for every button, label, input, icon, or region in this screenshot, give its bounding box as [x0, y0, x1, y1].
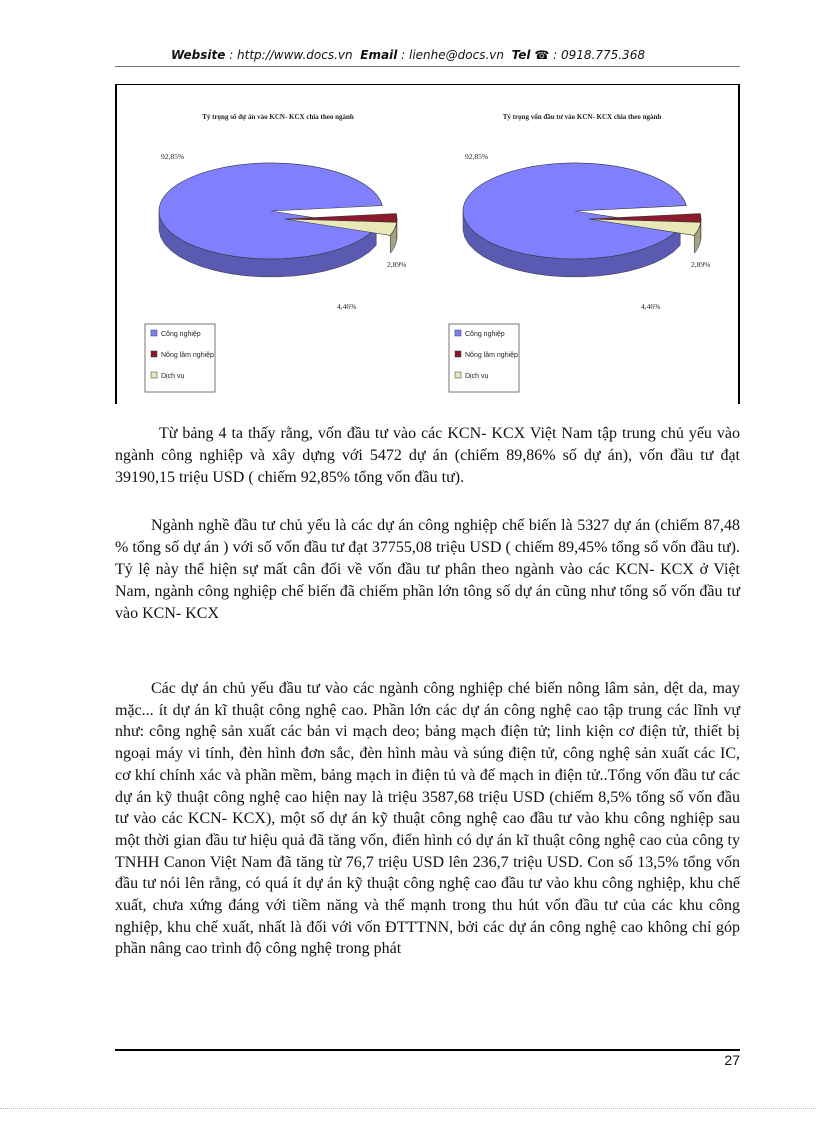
pie-slice-1: [463, 163, 686, 259]
pie-data-label-2: 2,89%: [387, 260, 407, 269]
legend-label-3: Dịch vụ: [465, 373, 489, 380]
pie-data-label-1: 92,85%: [161, 152, 185, 161]
chart-figure: [115, 84, 740, 404]
legend-label-2: Nông lâm nghiệp: [161, 352, 214, 359]
paragraph-2: Ngành nghề đầu tư chủ yếu là các dự án công nghiệp chế biến là 5327 dự án (chiếm 87,48 % tổng số dự án ) với số vốn đầu tư đạt 37755,08 triệu USD ( chiếm 89,45% tổng số vốn đầu tư). Tỷ lệ này thể hiện sự mất cân đối về vốn đầu tư phân theo ngành vào các KCN- KCX ở Việt Nam, ngành công nghiệp chế biến đã chiếm phần lớn tông số dự án cũng như tổng số vốn đầu tư vào KCN- KCX: [115, 517, 740, 622]
website-label: Website: [171, 48, 226, 62]
paragraph-1: Từ bảng 4 ta thấy rằng, vốn đầu tư vào các KCN- KCX Việt Nam tập trung chủ yếu vào ngành công nghiệp và xây dựng với 5472 dự án (chiếm 89,86% số dự án), vốn đầu tư đạt 39190,15 triệu USD ( chiếm 92,85% tổng vốn đầu tư).: [115, 425, 740, 486]
pie-chart-capital: [435, 99, 730, 399]
email-value: : lienhe@docs.vn: [401, 48, 504, 62]
pie-data-label-1: 92,85%: [465, 152, 489, 161]
legend-swatch-1: [455, 330, 461, 336]
page-number: 27: [724, 1052, 740, 1068]
chart-panel-capital: [435, 99, 730, 399]
pie-slice-1: [159, 163, 382, 259]
pie-data-label-3: 4,46%: [337, 302, 357, 311]
email-label: Email: [360, 48, 398, 62]
chart-panel-projects: [131, 99, 426, 399]
chart-title: Tỷ trọng vốn đầu tư vào KCN- KCX chia theo ngành: [502, 113, 662, 121]
legend-swatch-2: [455, 351, 461, 357]
website-value: : http://www.docs.vn: [229, 48, 353, 62]
legend-label-3: Dịch vụ: [161, 373, 185, 380]
header-rule: [115, 66, 740, 67]
legend-swatch-3: [455, 372, 461, 378]
tel-label: Tel: [511, 48, 531, 62]
legend-swatch-1: [151, 330, 157, 336]
legend-label-1: Công nghiệp: [161, 331, 201, 338]
legend-label-1: Công nghiệp: [465, 331, 505, 338]
legend-label-2: Nông lâm nghiệp: [465, 352, 518, 359]
paragraph-3: Các dự án chủ yếu đầu tư vào các ngành công nghiệp ché biến nông lâm sản, dệt da, may mặc... ít dự án kĩ thuật công nghệ cao. Phần lớn các dự án công nghệ cao tập trung các lĩnh vự như: công nghệ sản xuất các bản vi mạch deo; bảng mạch điện tử; linh kiện cơ điện tử, thiết bị ngoại máy vi tính, đèn hình đơn sắc, đèn hình màu và súng điện tử, công nghệ sản xuất các IC, cơ khí chính xác và phần mềm, bảng mạch in điện tủ và đế mạch in điện tử..Tổng vốn đầu tư các dự án kỹ thuật công nghệ cao hiện nay là triệu 3587,68 triệu USD (chiếm 8,5% tổng số vốn đầu tư vào các KCN- KCX), một số dự án kỹ thuật công nghệ cao đầu tư vào khu công nghiệp sau một thời gian đầu tư hiệu quả đã tăng vốn, điển hình có dự án kĩ thuật công nghệ cao của công ty TNHH Canon Việt Nam đã tăng từ 76,7 triệu USD lên 236,7 triệu USD. Con số 13,5% tổng vốn đầu tư nói lên rằng, có quá ít dự án kỹ thuật công nghệ cao đầu tư vào khu công nghiệp, khu chế xuất, chưa xứng đáng với tiềm năng và thế mạnh trong thu hút vốn đầu tư của các khu công nghiệp, khu chế xuất, nhất là đối với vốn ĐTTTNN, bởi các dự án công nghệ cao không chỉ góp phần nâng cao trình độ công nghệ trong phát: [115, 680, 740, 958]
chart-title: Tỷ trọng số dự án vào KCN- KCX chia theo ngành: [202, 113, 354, 121]
pie-data-label-3: 4,46%: [641, 302, 661, 311]
legend-swatch-3: [151, 372, 157, 378]
tel-value: : 0918.775.368: [553, 48, 645, 62]
page-bottom-edge: [0, 1108, 816, 1109]
legend-swatch-2: [151, 351, 157, 357]
phone-icon: ☎: [534, 48, 550, 62]
pie-chart-projects: [131, 99, 426, 399]
pie-data-label-2: 2,89%: [691, 260, 711, 269]
footer-rule: [115, 1049, 740, 1051]
page-header: [0, 48, 816, 62]
